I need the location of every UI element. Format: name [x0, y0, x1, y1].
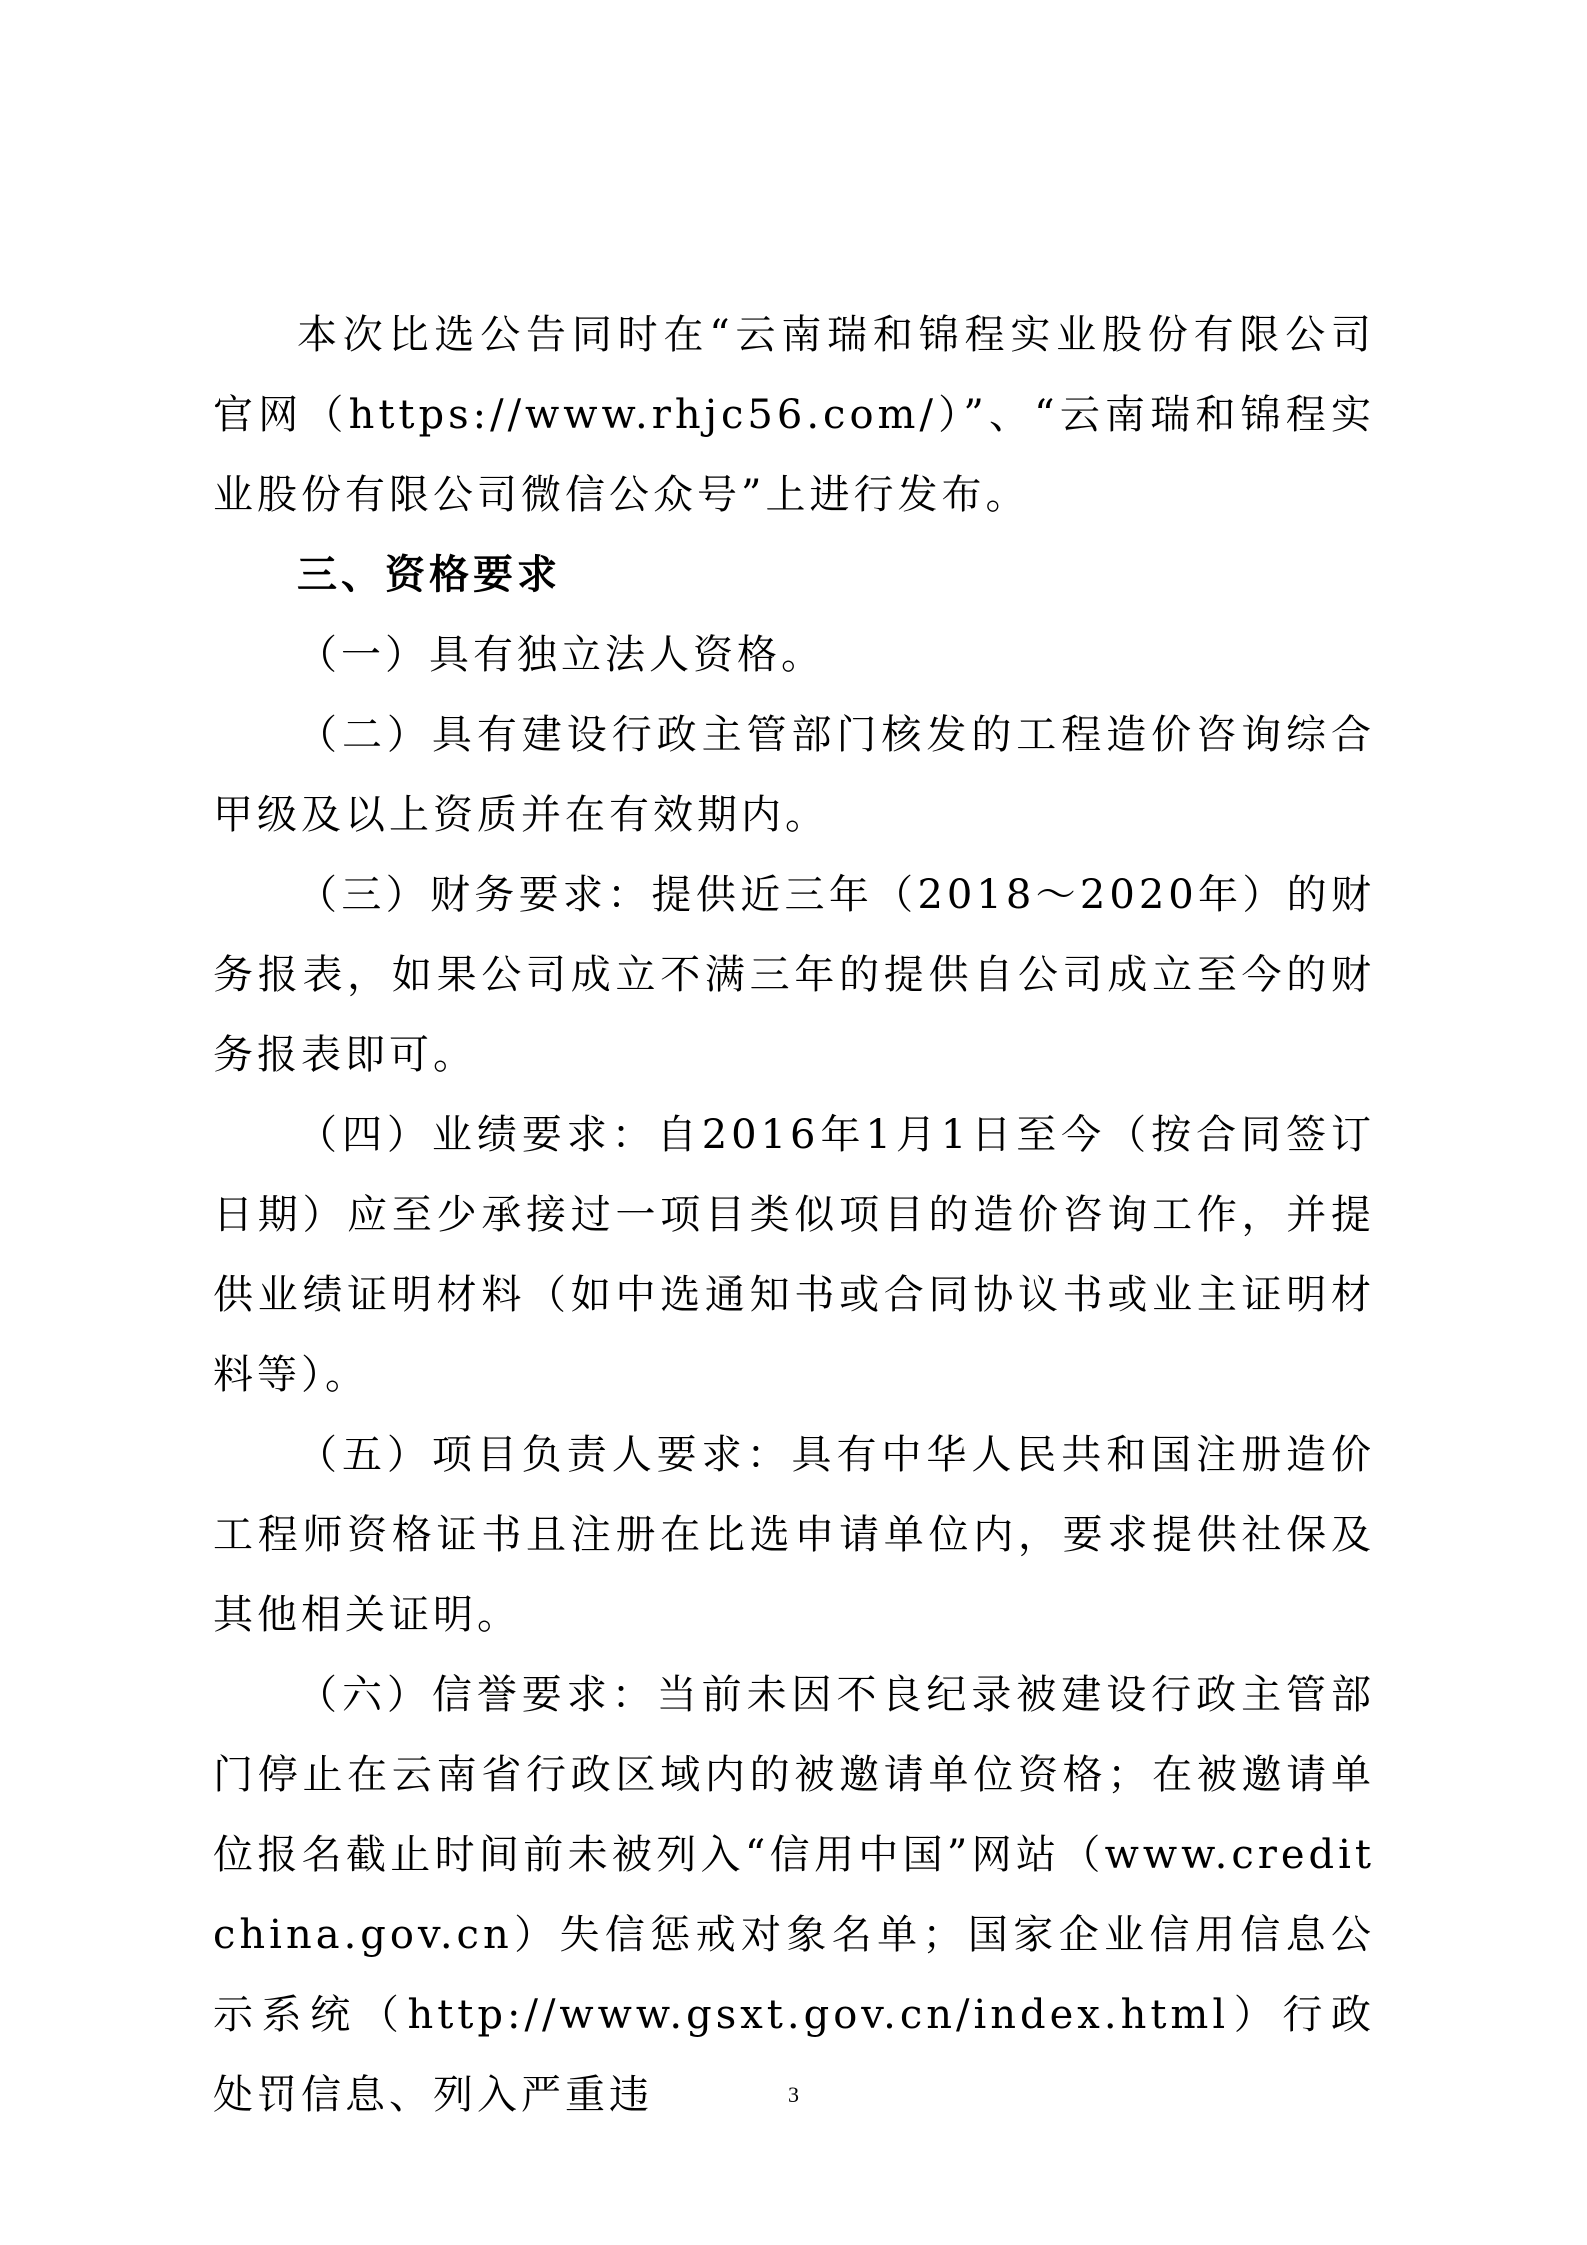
paragraph-item-3: （三）财务要求：提供近三年（2018～2020年）的财务报表，如果公司成立不满三年的提供自公司成立至今的财务报表即可。: [213, 872, 1375, 1078]
paragraph-item-2: （二）具有建设行政主管部门核发的工程造价咨询综合甲级及以上资质并在有效期内。: [213, 712, 1375, 838]
paragraph-item-6: （六）信誉要求：当前未因不良纪录被建设行政主管部门停止在云南省行政区域内的被邀请单位资格；在被邀请单位报名截止时间前未被列入“信用中国”网站（www.creditchina.gov.cn）失信惩戒对象名单；国家企业信用信息公示系统（http://www.gsxt.gov.cn/index.html）行政处罚信息、列入严重违: [213, 1672, 1375, 2118]
page-number: 3: [788, 2082, 799, 2107]
paragraph-publication-notice: 本次比选公告同时在“云南瑞和锦程实业股份有限公司官网（https://www.rhjc56.com/）”、“云南瑞和锦程实业股份有限公司微信公众号”上进行发布。: [213, 312, 1375, 518]
document-body: [213, 295, 1375, 2135]
section-heading-qualification: 三、资格要求: [297, 552, 561, 598]
paragraph-item-4: （四）业绩要求：自2016年1月1日至今（按合同签订日期）应至少承接过一项目类似项目的造价咨询工作，并提供业绩证明材料（如中选通知书或合同协议书或业主证明材料等）。: [213, 1112, 1375, 1398]
paragraph-item-5: （五）项目负责人要求：具有中华人民共和国注册造价工程师资格证书且注册在比选申请单位内，要求提供社保及其他相关证明。: [213, 1432, 1375, 1638]
paragraph-item-1: （一）具有独立法人资格。: [297, 632, 825, 678]
